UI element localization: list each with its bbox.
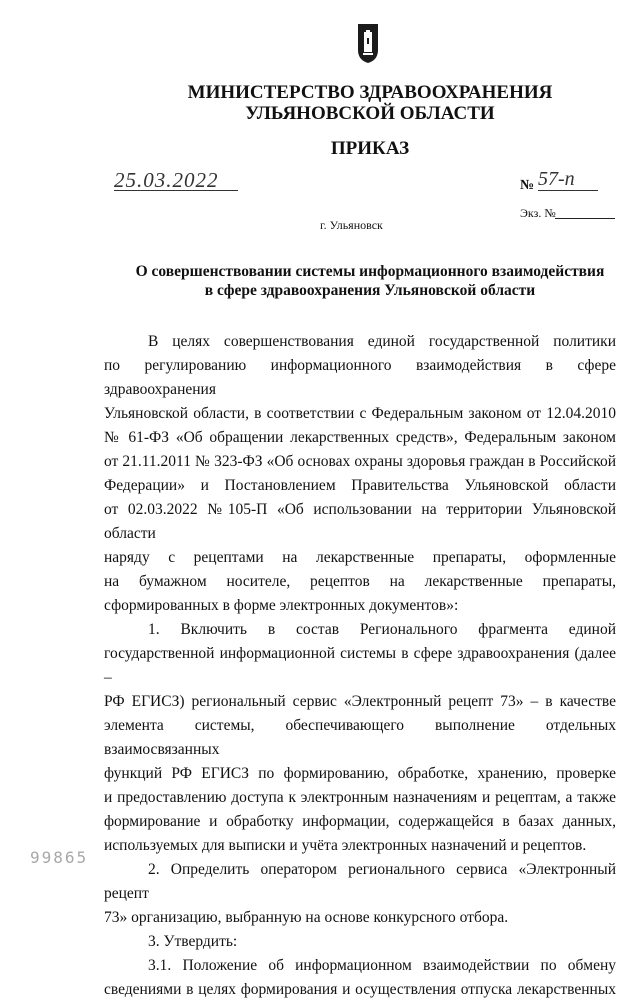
body-line: элемента системы, обеспечивающего выполнение отдельных взаимосвязанных — [104, 717, 616, 758]
order-number: 57-п — [538, 168, 598, 191]
ministry-name — [120, 82, 620, 124]
body-line: Ульяновской области, в соответствии с Федеральным законом от 12.04.2010 — [104, 405, 616, 422]
body-line: по регулированию информационного взаимодействия в сфере здравоохранения — [104, 357, 616, 398]
ministry-line-1: МИНИСТЕРСТВО ЗДРАВООХРАНЕНИЯ — [187, 82, 553, 103]
body-line: В целях совершенствования единой государственной политики — [148, 333, 616, 350]
body-line: 2. Определить оператором регионального сервиса «Электронный рецепт — [104, 861, 616, 902]
body-line: от 21.11.2011 № 323-ФЗ «Об основах охраны здоровья граждан в Российской — [104, 453, 616, 470]
copy-number-label: Экз. № — [520, 206, 556, 220]
body-line: формирование и обработку информации, содержащейся в базах данных, — [104, 813, 616, 830]
city: г. Ульяновск — [320, 218, 383, 232]
body-line: 3. Утвердить: — [148, 933, 238, 950]
body-line: сведениями в целях формирования и осуществления отпуска лекарственных — [104, 981, 616, 998]
body-line: используемых для выписки и учёта электронных назначений и рецептов. — [104, 837, 587, 854]
copy-number-line — [555, 218, 615, 219]
body-line: государственной информационной системы в сфере здравоохранения (далее – — [104, 645, 616, 686]
document-type: ПРИКАЗ — [330, 138, 410, 159]
body-line: РФ ЕГИСЗ) региональный сервис «Электронный рецепт 73» – в качестве — [104, 693, 616, 710]
subject-line-1: О совершенствовании системы информационного взаимодействия — [135, 263, 605, 280]
ministry-line-2: УЛЬЯНОВСКОЙ ОБЛАСТИ — [245, 103, 495, 124]
body-line: 3.1. Положение об информационном взаимодействии по обмену — [148, 957, 616, 974]
body-line: сформированных в форме электронных документов»: — [104, 597, 459, 614]
subject-line-2: в сфере здравоохранения Ульяновской области — [204, 282, 536, 299]
body-line: наряду с рецептами на лекарственные препараты, оформленные — [104, 549, 616, 566]
number-label: № — [520, 178, 535, 193]
archive-stamp: 99865 — [30, 848, 89, 867]
body-line: на бумажном носителе, рецептов на лекарственные препараты, — [104, 573, 616, 590]
body-line: 1. Включить в состав Регионального фрагмента единой — [148, 621, 616, 638]
order-subject — [120, 262, 620, 300]
body-line: функций РФ ЕГИСЗ по формированию, обработке, хранению, проверке — [104, 765, 616, 782]
body-line: от 02.03.2022 №105-П «Об использовании на территории Ульяновской области — [104, 501, 616, 542]
body-line: Федерации» и Постановлением Правительства Ульяновской области — [104, 477, 616, 494]
order-body — [104, 330, 616, 1002]
body-line: № 61-ФЗ «Об обращении лекарственных средств», Федеральным законом — [104, 429, 616, 446]
body-line: и предоставлению доступа к электронным назначениям и рецептам, а также — [104, 789, 616, 806]
body-line: 73» организацию, выбранную на основе конкурсного отбора. — [104, 909, 509, 926]
order-date: 25.03.2022 — [114, 168, 238, 191]
coat-of-arms-emblem — [356, 22, 380, 64]
